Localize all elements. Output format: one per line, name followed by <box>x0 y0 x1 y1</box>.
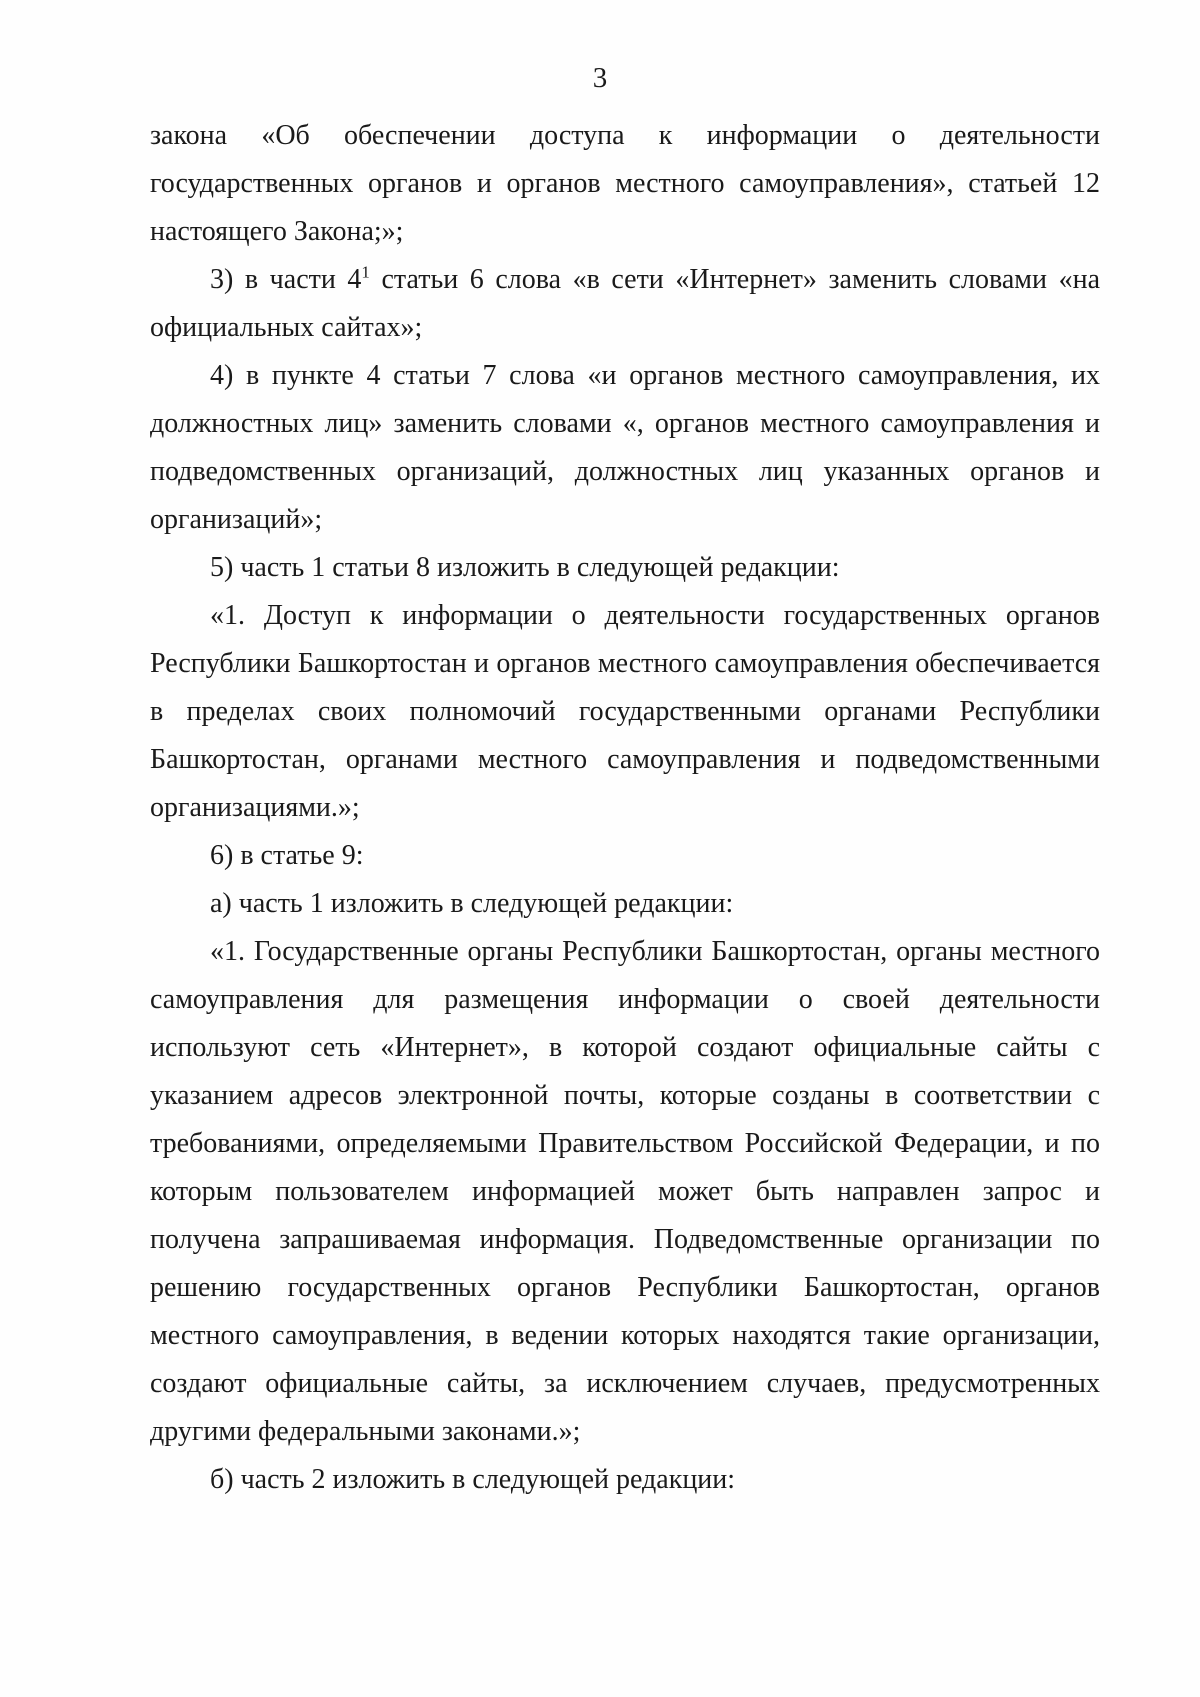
paragraph-article-8-text: «1. Доступ к информации о деятельности государственных органов Республики Башкортостан и органов местного самоуправления обеспечивается в пределах своих полномочий государственными органами Республики Башкортостан, органами местного самоуправления и подведомственными организациями.»; <box>150 600 1100 823</box>
paragraph-continuation: закона «Об обеспечении доступа к информации о деятельности государственных органов и органов местного самоуправления», статьей 12 настоящего Закона;»; <box>150 120 1100 247</box>
superscript-1: 1 <box>361 262 370 282</box>
paragraph-article-9-part-1-text: «1. Государственные органы Республики Башкортостан, органы местного самоуправления для размещения информации о своей деятельности используют сеть «Интернет», в которой создают официальные сайты с указанием адресов электронной почты, которые созданы в соответствии с требованиями, определяемыми Правительством Российской Федерации, и по которым пользователем информацией может быть направлен запрос и получена запрашиваемая информация. Подведомственные организации по решению государственных органов Республики Башкортостан, органов местного самоуправления, в ведении которых находятся такие организации, создают официальные сайты, за исключением случаев, предусмотренных другими федеральными законами.»; <box>150 936 1100 1447</box>
paragraph-subitem-b: б) часть 2 изложить в следующей редакции: <box>210 1464 736 1495</box>
paragraph-item-6: 6) в статье 9: <box>210 840 364 871</box>
paragraph-subitem-a: а) часть 1 изложить в следующей редакции: <box>210 888 734 919</box>
paragraph-item-3 <box>150 256 1100 352</box>
item-3-text-end: статьи 6 слова «в сети «Интернет» заменить словами «на официальных сайтах»; <box>150 264 1100 343</box>
paragraph-item-5: 5) часть 1 статьи 8 изложить в следующей редакции: <box>210 552 840 583</box>
page-number: 3 <box>592 62 608 94</box>
paragraph-item-4: 4) в пункте 4 статьи 7 слова «и органов местного самоуправления, их должностных лиц» заменить словами «, органов местного самоуправления и подведомственных организаций, должностных лиц указанных органов и организаций»; <box>150 360 1100 535</box>
document-body <box>150 112 1100 1504</box>
item-3-text-start: 3) в части 4 <box>210 264 362 295</box>
